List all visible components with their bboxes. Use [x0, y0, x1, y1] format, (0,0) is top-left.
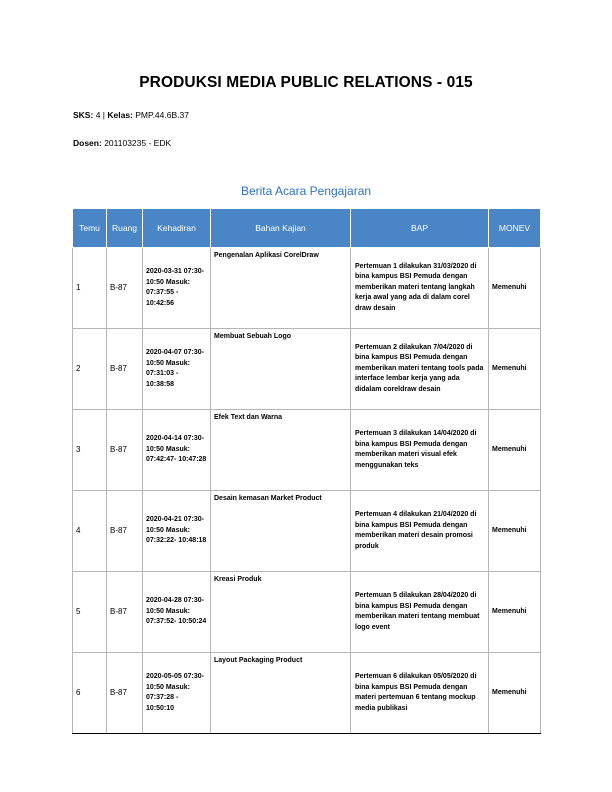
dosen-label: Dosen:	[73, 138, 102, 148]
kelas-value: PMP.44.6B.37	[135, 110, 189, 120]
cell-temu: 6	[73, 653, 107, 734]
header-monev: MONEV	[489, 209, 541, 248]
cell-monev: Memenuhi	[489, 410, 541, 491]
section-title: Berita Acara Pengajaran	[240, 184, 372, 198]
cell-bap: Pertemuan 3 dilakukan 14/04/2020 di bina kampus BSI Pemuda dengan memberikan materi visual efek menggunakan teks	[351, 410, 489, 491]
cell-bap: Pertemuan 6 dilakukan 05/05/2020 di bina kampus BSI Pemuda dengan materi pertemuan 6 tentang mockup media publikasi	[351, 653, 489, 734]
cell-bap: Pertemuan 1 dilakukan 31/03/2020 di bina kampus BSI Pemuda dengan memberikan materi tentang langkah kerja awal yang ada di dalam corel draw desain	[351, 248, 489, 329]
cell-monev: Memenuhi	[489, 491, 541, 572]
cell-bahan-kajian: Efek Text dan Warna	[211, 410, 351, 491]
cell-kehadiran: 2020-03-31 07:30-10:50 Masuk: 07:37:55 - 10:42:56	[143, 248, 211, 329]
kelas-label: Kelas:	[107, 110, 133, 120]
cell-kehadiran: 2020-05-05 07:30-10:50 Masuk: 07:37:28 - 10:50:10	[143, 653, 211, 734]
cell-temu: 5	[73, 572, 107, 653]
table-row	[73, 572, 541, 653]
cell-ruang: B-87	[107, 248, 143, 329]
cell-kehadiran: 2020-04-28 07:30-10:50 Masuk: 07:37:52- 10:50:24	[143, 572, 211, 653]
cell-temu: 3	[73, 410, 107, 491]
cell-bahan-kajian: Pengenalan Aplikasi CorelDraw	[211, 248, 351, 329]
cell-monev: Memenuhi	[489, 653, 541, 734]
cell-temu: 4	[73, 491, 107, 572]
cell-bahan-kajian: Membuat Sebuah Logo	[211, 329, 351, 410]
table-row	[73, 248, 541, 329]
cell-kehadiran: 2020-04-14 07:30-10:50 Masuk: 07:42:47- 10:47:28	[143, 410, 211, 491]
cell-ruang: B-87	[107, 653, 143, 734]
cell-ruang: B-87	[107, 572, 143, 653]
cell-ruang: B-87	[107, 410, 143, 491]
cell-monev: Memenuhi	[489, 248, 541, 329]
sks-value: 4 |	[95, 110, 105, 120]
cell-ruang: B-87	[107, 491, 143, 572]
cell-bap: Pertemuan 2 dilakukan 7/04/2020 di bina kampus BSI Pemuda dengan memberikan materi tentang tools pada interface lembar kerja yang ada didalam coreldraw desain	[351, 329, 489, 410]
page-title: PRODUKSI MEDIA PUBLIC RELATIONS - 015	[139, 74, 473, 91]
cell-ruang: B-87	[107, 329, 143, 410]
cell-monev: Memenuhi	[489, 572, 541, 653]
course-info	[73, 110, 189, 120]
header-kehadiran: Kehadiran	[143, 209, 211, 248]
sks-label: SKS:	[73, 110, 94, 120]
header-bap: BAP	[351, 209, 489, 248]
cell-bahan-kajian: Kreasi Produk	[211, 572, 351, 653]
cell-bahan-kajian: Layout Packaging Product	[211, 653, 351, 734]
table-row	[73, 329, 541, 410]
header-temu: Temu	[73, 209, 107, 248]
cell-bahan-kajian: Desain kemasan Market Product	[211, 491, 351, 572]
table-row	[73, 410, 541, 491]
table-row	[73, 653, 541, 734]
dosen-value: 201103235 - EDK	[104, 138, 172, 148]
cell-bap: Pertemuan 5 dilakukan 28/04/2020 di bina kampus BSI Pemuda dengan memberikan materi tentang membuat logo event	[351, 572, 489, 653]
cell-temu: 1	[73, 248, 107, 329]
table-row	[73, 491, 541, 572]
cell-temu: 2	[73, 329, 107, 410]
cell-kehadiran: 2020-04-07 07:30-10:50 Masuk: 07:31:03 - 10:38:58	[143, 329, 211, 410]
header-bahan-kajian: Bahan Kajian	[211, 209, 351, 248]
table-header-row	[73, 209, 541, 248]
lecturer-info	[73, 138, 171, 148]
cell-bap: Pertemuan 4 dilakukan 21/04/2020 di bina kampus BSI Pemuda dengan memberikan materi desain promosi produk	[351, 491, 489, 572]
cell-kehadiran: 2020-04-21 07:30-10:50 Masuk: 07:32:22- 10:48:18	[143, 491, 211, 572]
header-ruang: Ruang	[107, 209, 143, 248]
bap-table	[72, 208, 541, 734]
cell-monev: Memenuhi	[489, 329, 541, 410]
